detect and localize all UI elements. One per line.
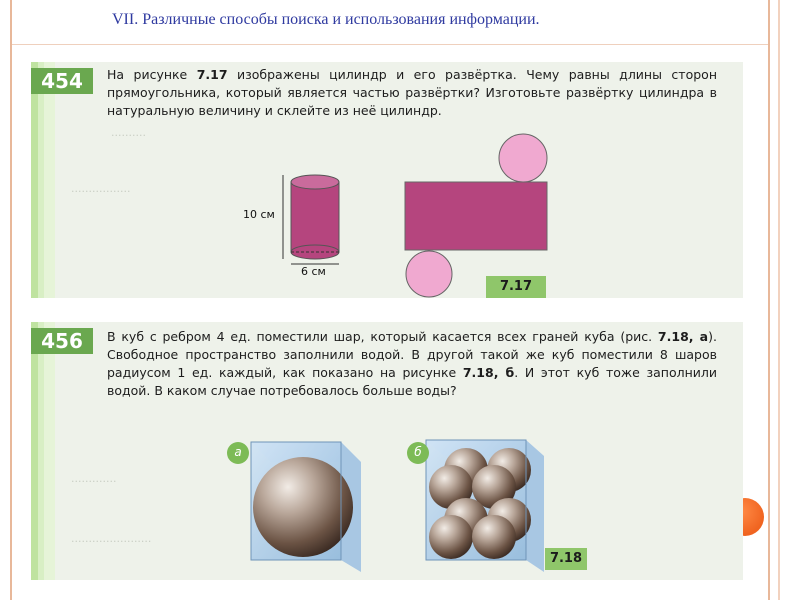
left-frame-line: [10, 0, 12, 600]
problem-text: В куб с ребром 4 ед. поместили шар, который касается всех граней куба (рис. 7.18, а). Свободное пространство заполнили водой. В другой такой же куб поместили 8 шаров радиусом 1 ед. каждый, как показано на рисунке 7.18, б. И этот куб тоже заполнили водой. В каком случае потребовалось больше воды?: [107, 329, 718, 398]
figure-label-b: б: [407, 442, 429, 464]
problem-454-scan: [31, 62, 743, 298]
cube-b: [426, 440, 544, 572]
figure-caption: 7.17: [486, 276, 546, 298]
large-sphere: [253, 457, 353, 557]
header-divider: [12, 44, 768, 45]
net-bottom-circle: [406, 251, 452, 297]
bleed-through-text: .......................: [71, 532, 152, 545]
bleed-through-text: .................: [71, 182, 131, 195]
problem-number: 454: [31, 68, 93, 94]
cylinder-figure: [31, 62, 743, 298]
cube-a: [251, 442, 361, 572]
problem-456-scan: [31, 322, 743, 580]
right-frame-line: [768, 0, 770, 600]
figure-label-a: а: [227, 442, 249, 464]
cylinder-body: [291, 182, 339, 252]
cubes-figure: [31, 322, 743, 580]
bleed-through-text: .............: [71, 472, 117, 485]
net-top-circle: [499, 134, 547, 182]
slide-title: VII. Различные способы поиска и использования информации.: [112, 11, 540, 28]
diameter-label: 6 см: [301, 265, 326, 278]
cylinder-top: [291, 175, 339, 189]
right-frame-line-outer: [778, 0, 780, 600]
small-sphere: [472, 515, 516, 559]
small-sphere: [429, 515, 473, 559]
problem-text: На рисунке 7.17 изображены цилиндр и его развёртка. Чему равны длины сторон прямоугольника, который является частью развёртки? Изготовьте развёртку цилиндра в натуральную величину и склейте из неё цилиндр.: [107, 67, 717, 118]
net-rectangle: [405, 182, 547, 250]
problem-number: 456: [31, 328, 93, 354]
figure-caption: 7.18: [545, 548, 587, 570]
bleed-through-text: ..........: [111, 126, 146, 139]
height-label: 10 см: [243, 208, 275, 221]
